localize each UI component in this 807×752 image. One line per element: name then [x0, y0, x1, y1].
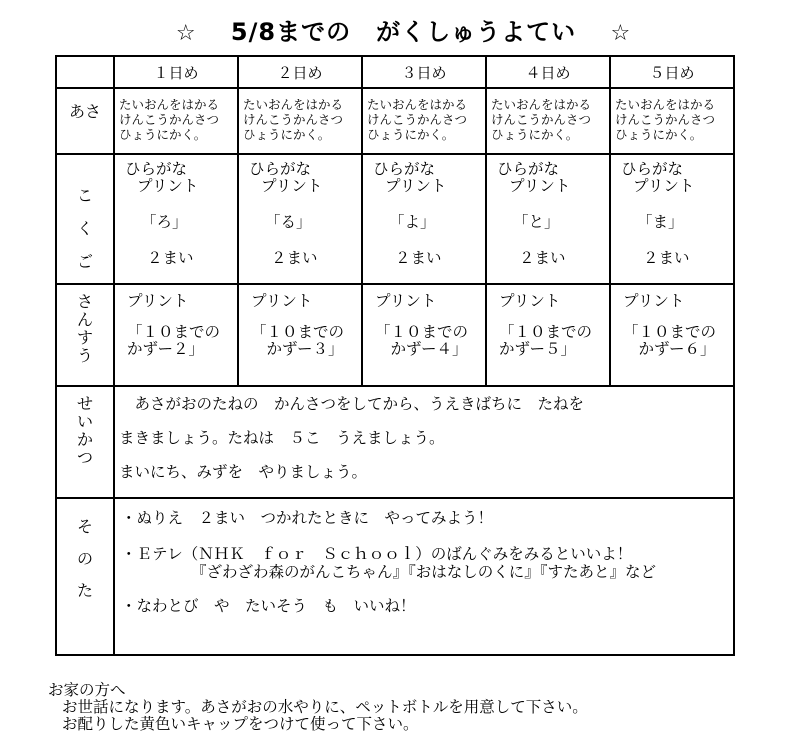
- day-header: ３日め: [362, 56, 486, 88]
- row-label-seikatsu: せ い か つ: [56, 386, 114, 498]
- day-header: ４日め: [486, 56, 610, 88]
- header-corner: [56, 56, 114, 88]
- row-label-sansu: さ ん す う: [56, 284, 114, 386]
- day-header: ５日め: [610, 56, 734, 88]
- row-kokugo: [56, 154, 734, 284]
- day-header: １日め: [114, 56, 238, 88]
- seikatsu-line: まいにち、みずを やりましょう。: [119, 463, 368, 481]
- row-label-kokugo: こ く ご: [56, 154, 114, 284]
- kokugo-cell: ひらがな プリント 「よ」 ２まい: [362, 154, 486, 284]
- sansu-cell: プリント 「１０までの かずー５」: [486, 284, 610, 386]
- kokugo-cell: ひらがな プリント 「ろ」 ２まい: [114, 154, 238, 284]
- star-icon: ☆: [610, 21, 632, 46]
- note-heading: お家の方へ: [48, 681, 126, 699]
- sonota-subitem: 『ざわざわ森のがんこちゃん』『おはなしのくに』『すたあと』など: [191, 563, 657, 581]
- asa-cell: たいおんをはかる けんこうかんさつ ひょうにかく。: [610, 88, 734, 154]
- schedule-table: [55, 55, 735, 656]
- sonota-item: ・Ｅテレ（ＮＨＫ ｆｏｒ Ｓｃｈｏｏｌ）のばんぐみをみるといいよ！: [121, 545, 633, 563]
- seikatsu-line: まきましょう。たねは ５こ うえましょう。: [119, 429, 445, 447]
- header-row: [56, 56, 734, 88]
- sansu-cell: プリント 「１０までの かずー２」: [114, 284, 238, 386]
- asa-cell: たいおんをはかる けんこうかんさつ ひょうにかく。: [486, 88, 610, 154]
- note-line: お配りした黄色いキャップをつけて使って下さい。: [62, 715, 419, 733]
- row-seikatsu: [56, 386, 734, 498]
- sonota-item: ・ぬりえ ２まい つかれたときに やってみよう！: [121, 509, 494, 527]
- note-line: お世話になります。あさがおの水やりに、ペットボトルを用意して下さい。: [62, 698, 588, 716]
- row-label-sonota: そ の た: [56, 498, 114, 655]
- title-text: 5/8までの がくしゅうよてい: [230, 18, 577, 46]
- parent-note: [48, 682, 588, 733]
- sansu-cell: プリント 「１０までの かずー３」: [238, 284, 362, 386]
- asa-cell: たいおんをはかる けんこうかんさつ ひょうにかく。: [238, 88, 362, 154]
- seikatsu-line: あさがおのたねの かんさつをしてから、うえきばちに たねを: [119, 395, 585, 413]
- page-title: [0, 12, 807, 47]
- row-label-asa: あさ: [56, 88, 114, 154]
- asa-cell: たいおんをはかる けんこうかんさつ ひょうにかく。: [114, 88, 238, 154]
- sansu-cell: プリント 「１０までの かずー６」: [610, 284, 734, 386]
- row-sonota: [56, 498, 734, 655]
- row-sansu: [56, 284, 734, 386]
- asa-cell: たいおんをはかる けんこうかんさつ ひょうにかく。: [362, 88, 486, 154]
- kokugo-cell: ひらがな プリント 「る」 ２まい: [238, 154, 362, 284]
- day-header: ２日め: [238, 56, 362, 88]
- kokugo-cell: ひらがな プリント 「ま」 ２まい: [610, 154, 734, 284]
- star-icon: ☆: [175, 21, 197, 46]
- sansu-cell: プリント 「１０までの かずー４」: [362, 284, 486, 386]
- kokugo-cell: ひらがな プリント 「と」 ２まい: [486, 154, 610, 284]
- sonota-item: ・なわとび や たいそう も いいね！: [121, 597, 416, 615]
- sonota-cell: [114, 498, 734, 655]
- seikatsu-cell: [114, 386, 734, 498]
- row-asa: [56, 88, 734, 154]
